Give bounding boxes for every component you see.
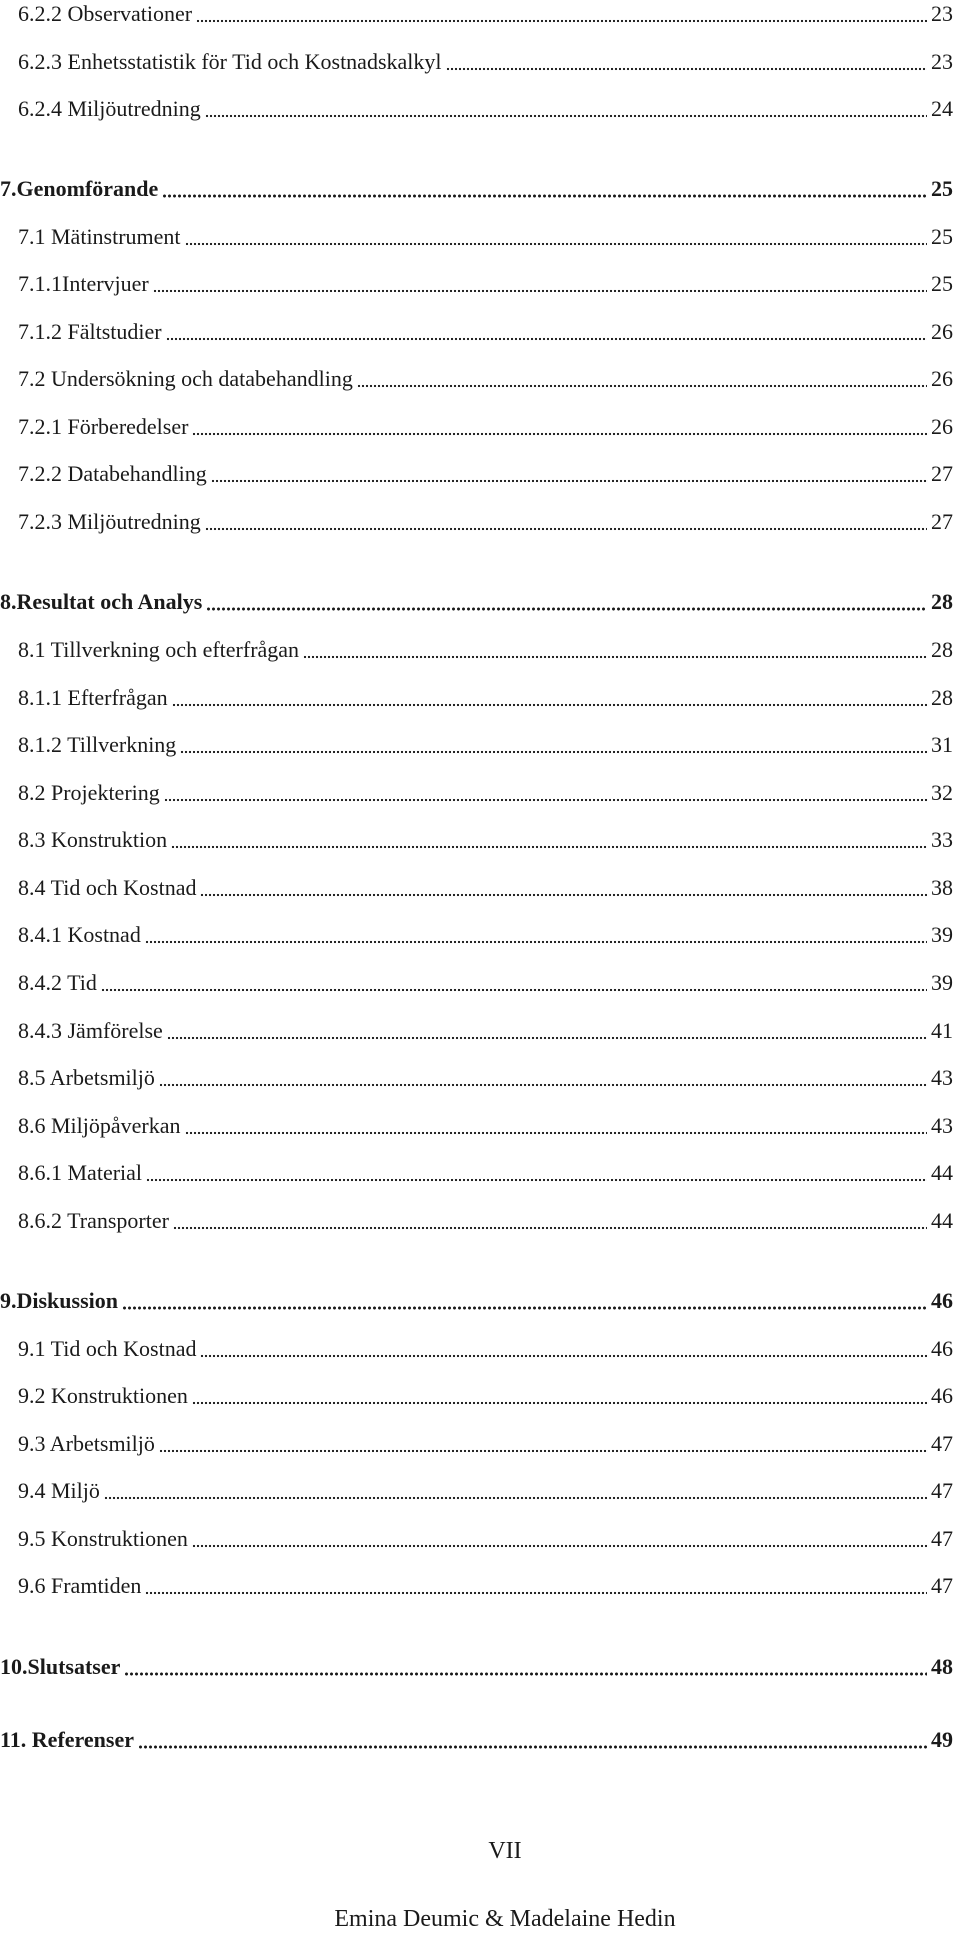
toc-leader-dots [159,1449,927,1453]
toc-leader-dots [171,845,927,849]
toc-entry-title: 8.5 Arbetsmiljö [18,1065,155,1090]
toc-leader-dots [357,384,927,388]
toc-entry-title: 7.2.3 Miljöutredning [18,509,201,534]
toc-entry-page: 26 [931,366,953,391]
toc-entry-page: 23 [931,1,953,26]
toc-entry-page: 27 [931,461,953,486]
toc-chapter-entry[interactable] [0,1281,953,1321]
toc-entry-page: 48 [931,1654,953,1679]
toc-entry[interactable] [0,1471,953,1511]
toc-entry[interactable] [0,42,953,82]
toc-leader-dots [205,114,927,118]
toc-entry[interactable] [0,1566,953,1606]
toc-entry-page: 28 [931,637,953,662]
toc-entry-title: 11. Referenser [0,1727,134,1752]
toc-entry[interactable] [0,820,953,860]
toc-leader-dots [146,1178,927,1182]
toc-leader-dots [167,1036,927,1040]
toc-entry-title: 9.3 Arbetsmiljö [18,1431,155,1456]
toc-entry-page: 43 [931,1065,953,1090]
toc-leader-dots [104,1496,927,1500]
toc-entry[interactable] [0,0,953,34]
toc-leader-dots [153,289,927,293]
toc-leader-dots [122,1306,927,1310]
toc-entry-page: 39 [931,970,953,995]
toc-entry[interactable] [0,1153,953,1193]
toc-entry-title: 8.4 Tid och Kostnad [18,875,197,900]
toc-chapter-entry[interactable] [0,1720,953,1760]
toc-entry[interactable] [0,963,953,1003]
toc-entry-title: 9.6 Framtiden [18,1573,142,1598]
toc-entry-page: 47 [931,1526,953,1551]
toc-leader-dots [145,940,927,944]
toc-entry-page: 44 [931,1160,953,1185]
toc-entry-page: 46 [931,1383,953,1408]
toc-entry-page: 46 [931,1288,953,1313]
toc-leader-dots [172,703,927,707]
toc-entry-title: 7.1.1Intervjuer [18,271,149,296]
toc-leader-dots [200,1354,927,1358]
toc-entry[interactable] [0,1329,953,1369]
footer-authors: Emina Deumic & Madelaine Hedin [334,1906,676,1932]
toc-entry-page: 46 [931,1336,953,1361]
toc-entry-title: 8.4.2 Tid [18,970,97,995]
toc-entry[interactable] [0,1424,953,1464]
toc-entry[interactable] [0,89,953,129]
toc-entry[interactable] [0,359,953,399]
toc-entry[interactable] [0,630,953,670]
toc-entry-title: 7.2.2 Databehandling [18,461,207,486]
toc-entry-title: 8.Resultat och Analys [0,589,203,614]
toc-leader-dots [180,750,927,754]
toc-leader-dots [200,893,927,897]
toc-entry[interactable] [0,1106,953,1146]
toc-entry-page: 47 [931,1573,953,1598]
toc-entry-page: 47 [931,1478,953,1503]
toc-entry-title: 9.4 Miljö [18,1478,100,1503]
toc-entry-title: 8.3 Konstruktion [18,827,168,852]
toc-entry-title: 8.4.3 Jämförelse [18,1018,163,1043]
toc-leader-dots [101,988,927,992]
toc-entry[interactable] [0,725,953,765]
toc-entry-page: 31 [931,732,953,757]
toc-entry[interactable] [0,217,953,257]
toc-entry-title: 9.1 Tid och Kostnad [18,1336,197,1361]
toc-leader-dots [164,798,927,802]
toc-entry-page: 33 [931,827,953,852]
toc-entry-page: 25 [931,224,953,249]
toc-entry-title: 7.1 Mätinstrument [18,224,181,249]
page-number: VII [488,1838,522,1864]
toc-entry-page: 32 [931,780,953,805]
toc-leader-dots [192,432,927,436]
toc-leader-dots [159,1083,927,1087]
toc-entry-page: 25 [931,271,953,296]
toc-entry[interactable] [0,407,953,447]
toc-entry[interactable] [0,1011,953,1051]
toc-chapter-entry[interactable] [0,582,953,622]
toc-leader-dots [196,19,927,23]
toc-entry-title: 8.6.2 Transporter [18,1208,169,1233]
toc-entry-page: 24 [931,96,953,121]
toc-leader-dots [145,1591,927,1595]
toc-entry-page: 23 [931,49,953,74]
toc-entry-page: 39 [931,922,953,947]
toc-leader-dots [173,1226,927,1230]
toc-leader-dots [124,1672,927,1676]
toc-entry[interactable] [0,1058,953,1098]
toc-entry-page: 26 [931,414,953,439]
toc-entry-page: 49 [931,1727,953,1752]
toc-chapter-entry[interactable] [0,1647,953,1687]
toc-leader-dots [162,194,927,198]
toc-entry-title: 8.4.1 Kostnad [18,922,141,947]
toc-entry-title: 8.6.1 Material [18,1160,143,1185]
toc-entry-title: 10.Slutsatser [0,1654,121,1679]
toc-entry-title: 7.2.1 Förberedelser [18,414,189,439]
toc-leader-dots [206,607,927,611]
toc-leader-dots [138,1745,927,1749]
toc-entry-title: 9.Diskussion [0,1288,119,1313]
toc-entry[interactable] [0,1519,953,1559]
toc-entry-title: 8.6 Miljöpåverkan [18,1113,181,1138]
toc-entry-title: 8.1 Tillverkning och efterfrågan [18,637,300,662]
toc-entry-page: 25 [931,176,953,201]
toc-entry-title: 7.1.2 Fältstudier [18,319,162,344]
toc-leader-dots [192,1544,927,1548]
toc-entry[interactable] [0,915,953,955]
toc-entry-page: 44 [931,1208,953,1233]
toc-entry-title: 9.5 Konstruktionen [18,1526,188,1551]
toc-leader-dots [192,1401,927,1405]
toc-entry-title: 6.2.3 Enhetsstatistik för Tid och Kostnadskalkyl [18,49,442,74]
toc-leader-dots [446,67,928,71]
toc-entry-page: 26 [931,319,953,344]
toc-entry-title: 8.1.1 Efterfrågan [18,685,168,710]
toc-entry-page: 38 [931,875,953,900]
toc-entry-title: 7.2 Undersökning och databehandling [18,366,353,391]
toc-leader-dots [303,655,927,659]
toc-entry-title: 9.2 Konstruktionen [18,1383,188,1408]
toc-entry-title: 8.1.2 Tillverkning [18,732,177,757]
toc-leader-dots [211,479,927,483]
toc-entry[interactable] [0,773,953,813]
toc-entry-page: 27 [931,509,953,534]
toc-entry-title: 8.2 Projektering [18,780,160,805]
toc-entry[interactable] [0,502,953,542]
toc-leader-dots [205,527,927,531]
toc-entry-title: 6.2.2 Observationer [18,1,193,26]
toc-chapter-entry[interactable] [0,169,953,209]
toc-entry[interactable] [0,264,953,304]
toc-leader-dots [185,242,927,246]
toc-entry[interactable] [0,1376,953,1416]
toc-leader-dots [185,1131,927,1135]
toc-entry-page: 28 [931,589,953,614]
toc-entry-title: 6.2.4 Miljöutredning [18,96,201,121]
toc-entry-page: 43 [931,1113,953,1138]
toc-entry-page: 28 [931,685,953,710]
toc-entry[interactable] [0,868,953,908]
toc-entry-page: 41 [931,1018,953,1043]
toc-entry[interactable] [0,678,953,718]
toc-entry[interactable] [0,312,953,352]
toc-entry-page: 47 [931,1431,953,1456]
toc-entry[interactable] [0,454,953,494]
toc-entry[interactable] [0,1201,953,1241]
toc-entry-title: 7.Genomförande [0,176,159,201]
toc-leader-dots [166,337,927,341]
